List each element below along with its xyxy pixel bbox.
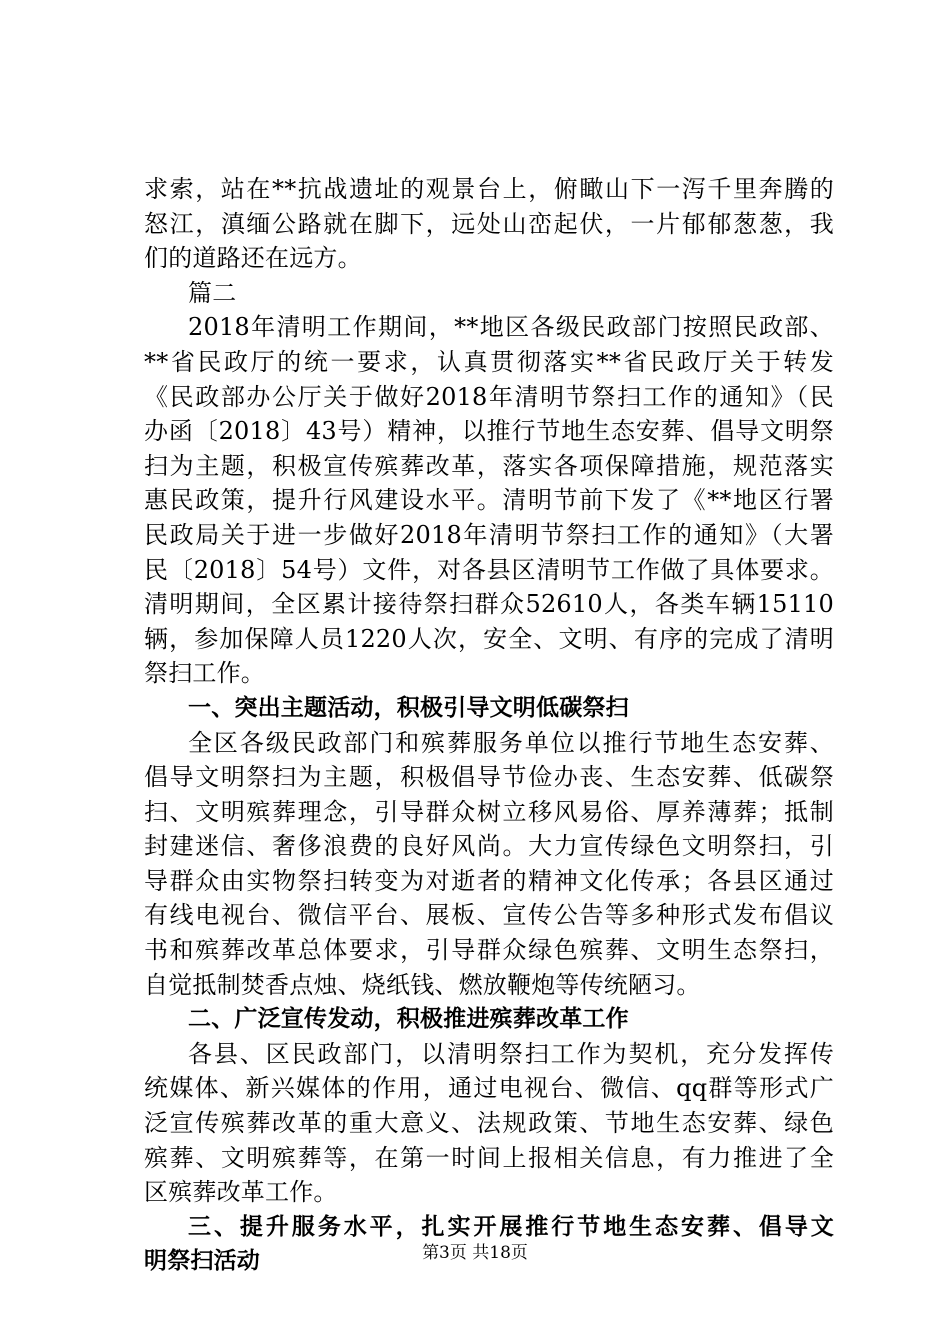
paragraph-line: 导群众由实物祭扫转变为对逝者的精神文化传承；各县区通过 xyxy=(144,866,834,895)
section-heading: 二、广泛宣传发动，积极推进殡葬改革工作 xyxy=(188,1006,629,1033)
paragraph-line: **省民政厅的统一要求，认真贯彻落实**省民政厅关于转发 xyxy=(144,347,834,376)
paragraph-line: 们的道路还在远方。 xyxy=(144,244,362,273)
paragraph-line: 殡葬、文明殡葬等，在第一时间上报相关信息，有力推进了全 xyxy=(144,1143,834,1172)
paragraph-line: 扫为主题，积极宣传殡葬改革，落实各项保障措施，规范落实 xyxy=(144,451,834,480)
paragraph-line: 全区各级民政部门和殡葬服务单位以推行节地生态安葬、 xyxy=(188,728,834,757)
paragraph-line: 书和殡葬改革总体要求，引导群众绿色殡葬、文明生态祭扫， xyxy=(144,936,834,965)
paragraph-line: 各县、区民政部门，以清明祭扫工作为契机，充分发挥传 xyxy=(188,1039,834,1068)
paragraph-line: 民〔2018〕54号）文件，对各县区清明节工作做了具体要求。 xyxy=(144,555,834,584)
paragraph-line: 民政局关于进一步做好2018年清明节祭扫工作的通知》（大署 xyxy=(144,520,834,549)
section-label: 篇二 xyxy=(188,278,237,307)
paragraph-line: 清明期间，全区累计接待祭扫群众52610人，各类车辆15110 xyxy=(144,590,834,619)
section-heading: 一、突出主题活动，积极引导文明低碳祭扫 xyxy=(188,694,629,721)
paragraph-line: 统媒体、新兴媒体的作用，通过电视台、微信、qq群等形式广 xyxy=(144,1074,834,1103)
paragraph-line: 封建迷信、奢侈浪费的良好风尚。大力宣传绿色文明祭扫，引 xyxy=(144,832,834,861)
paragraph-line: 办函〔2018〕43号）精神，以推行节地生态安葬、倡导文明祭 xyxy=(144,417,834,446)
page-number-footer: 第3页 共18页 xyxy=(422,1243,528,1263)
document-body xyxy=(144,172,834,1279)
paragraph-line: 惠民政策，提升行风建设水平。清明节前下发了《**地区行署 xyxy=(144,486,834,515)
paragraph-line: 区殡葬改革工作。 xyxy=(144,1178,338,1207)
paragraph-line: 祭扫工作。 xyxy=(144,659,265,688)
paragraph-line: 有线电视台、微信平台、展板、宣传公告等多种形式发布倡议 xyxy=(144,901,834,930)
paragraph-line: 泛宣传殡葬改革的重大意义、法规政策、节地生态安葬、绿色 xyxy=(144,1109,834,1138)
paragraph-line: 自觉抵制焚香点烛、烧纸钱、燃放鞭炮等传统陋习。 xyxy=(144,970,701,999)
section-heading: 三、提升服务水平，扎实开展推行节地生态安葬、倡导文 xyxy=(188,1213,834,1240)
paragraph-line: 2018年清明工作期间，**地区各级民政部门按照民政部、 xyxy=(188,313,834,342)
paragraph-line: 怒江，滇缅公路就在脚下，远处山峦起伏，一片郁郁葱葱，我 xyxy=(144,209,834,238)
paragraph-line: 辆，参加保障人员1220人次，安全、文明、有序的完成了清明 xyxy=(144,624,834,653)
paragraph-line: 倡导文明祭扫为主题，积极倡导节俭办丧、生态安葬、低碳祭 xyxy=(144,763,834,792)
paragraph-line: 扫、文明殡葬理念，引导群众树立移风易俗、厚养薄葬；抵制 xyxy=(144,797,834,826)
paragraph-line: 《民政部办公厅关于做好2018年清明节祭扫工作的通知》（民 xyxy=(144,382,834,411)
section-heading: 明祭扫活动 xyxy=(144,1248,260,1275)
paragraph-line: 求索，站在**抗战遗址的观景台上，俯瞰山下一泻千里奔腾的 xyxy=(144,175,834,203)
